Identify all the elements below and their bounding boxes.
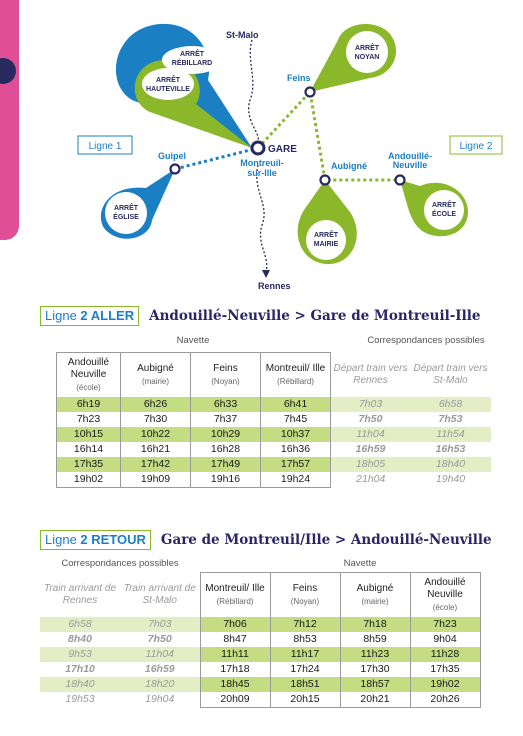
retour-header [40,530,492,550]
retour-navette-label: Navette [343,558,377,569]
aller-ligne-badge: Ligne 2 ALLER [40,306,139,326]
table-row [57,397,491,412]
time-cell: 11h11 [200,647,270,662]
time-cell: 7h50 [147,633,172,645]
aller-timetable [56,352,491,488]
table-row [40,632,480,647]
table-row [40,677,480,692]
time-cell: 11h04 [331,427,411,442]
time-cell: 16h28 [191,442,261,457]
label-montreuil-1: Montreuil- [240,158,284,168]
label-eglise-1: ARRÊT [113,205,139,212]
bubble-eglise [105,192,147,234]
time-cell: 16h59 [144,663,175,675]
time-cell: 19h40 [435,473,466,486]
label-ecole-1: ARRÊT [431,202,457,209]
time-cell: 7h23 [410,617,480,632]
aller-col-header [121,353,191,398]
label-montreuil-2: sur-Ille [247,168,277,178]
table-row [57,457,491,472]
time-cell: 7h06 [200,617,270,632]
aller-col-header [411,353,491,398]
arrow-rennes-icon [262,270,270,278]
retour-col-header [410,573,480,618]
retour-corr-label: Correspondances possibles [61,558,179,569]
time-cell: 7h30 [121,412,191,427]
time-cell: 7h03 [331,397,411,412]
bubble-hauteville [142,68,194,100]
time-cell: 9h53 [40,647,120,662]
time-cell: 17h49 [191,457,261,472]
time-cell: 17h42 [121,457,191,472]
time-cell: 6h58 [40,617,120,632]
time-cell: 16h14 [57,442,121,457]
retour-col-header [270,573,340,618]
time-cell: 20h26 [410,692,480,708]
time-cell: 20h15 [270,692,340,708]
retour-col-header [40,573,120,618]
time-cell: 20h09 [200,692,270,708]
retour-timetable [40,572,481,708]
aller-title: Andouillé-Neuville > Gare de Montreuil-Ille [149,308,481,324]
time-cell: 7h03 [120,617,200,632]
aller-col-header-name: Feins [213,362,238,374]
retour-title: Gare de Montreuil/Ille > Andouillé-Neuville [160,532,492,548]
time-cell: 7h23 [57,412,121,427]
retour-col-header-name: Train arrivant de St-Malo [123,582,196,606]
retour-col-header-sub: (Rébillard) [216,596,254,606]
aller-col-header [261,353,331,398]
time-cell: 19h02 [57,472,121,488]
time-cell: 18h05 [331,457,411,472]
time-cell: 11h28 [410,647,480,662]
aller-header [40,306,480,326]
time-cell: 21h04 [356,473,386,486]
time-cell: 6h58 [411,397,491,412]
time-cell: 6h41 [261,397,331,412]
aller-col-header-sub: (Noyan) [211,376,240,386]
time-cell: 17h18 [200,662,270,677]
time-cell: 7h50 [358,413,383,425]
aller-col-header-sub: (mairie) [141,376,170,386]
aller-col-header [331,353,411,398]
retour-table-body [40,573,480,708]
time-cell: 17h57 [261,457,331,472]
label-hauteville-2: HAUTEVILLE [146,86,190,93]
aller-corr-label: Correspondances possibles [367,335,485,346]
time-cell: 18h51 [270,677,340,692]
retour-col-header-sub: (mairie) [361,596,389,606]
time-cell: 17h30 [340,662,410,677]
station-gare [252,142,264,154]
time-cell: 8h59 [340,632,410,647]
time-cell: 16h59 [355,443,386,455]
retour-col-header-sub: (Noyan) [290,596,320,606]
table-row [57,442,491,457]
retour-col-header-name: Feins [292,582,318,594]
time-cell: 16h21 [121,442,191,457]
aller-col-header-sub: (école) [76,382,101,392]
time-cell: 11h17 [270,647,340,662]
time-cell: 7h45 [261,412,331,427]
retour-col-header [120,573,200,618]
label-mairie-2: MAIRIE [313,241,339,248]
aller-navette-label: Navette [176,335,210,346]
time-cell: 16h53 [435,443,466,455]
label-gare: GARE [268,144,297,155]
table-row [40,662,480,677]
time-cell: 17h35 [410,662,480,677]
time-cell: 18h40 [40,677,120,692]
retour-col-header-name: Montreuil/ Ille [205,582,265,594]
label-rebillard-2: RÉBILLARD [171,60,213,67]
label-andouille-1: Andouillé- [388,151,432,161]
time-cell: 18h57 [340,677,410,692]
retour-header-row [40,573,480,618]
time-cell: 16h36 [261,442,331,457]
aller-col-header-name: Montreuil/ Ille [265,362,326,374]
aller-col-header [191,353,261,398]
aller-col-header-name: Départ train vers Rennes [333,362,408,386]
time-cell: 10h22 [121,427,191,442]
network-map [0,0,523,290]
time-cell: 8h40 [68,633,92,645]
time-cell: 6h26 [121,397,191,412]
table-row [57,472,491,488]
aller-col-header [57,353,121,398]
time-cell: 7h53 [438,413,463,425]
time-cell: 6h19 [57,397,121,412]
station-aubigne [321,176,330,185]
time-cell: 11h04 [120,647,200,662]
time-cell: 8h47 [200,632,270,647]
label-hauteville-1: ARRÊT [155,77,181,84]
table-row [40,647,480,662]
retour-col-header-name: Train arrivant de Rennes [43,582,117,606]
label-noyan-2: NOYAN [354,54,380,61]
station-andouille [396,176,405,185]
aller-table-body [57,353,491,488]
label-st-malo: St-Malo [226,30,259,40]
rail-line-st-malo [249,40,259,140]
time-cell: 9h04 [410,632,480,647]
label-aubigne: Aubigné [331,161,367,171]
time-cell: 10h37 [261,427,331,442]
time-cell: 10h29 [191,427,261,442]
aller-header-row [57,353,491,398]
rail-line-rennes [257,165,267,272]
table-row [40,692,480,708]
time-cell: 18h45 [200,677,270,692]
aller-col-header-name: Aubigné [137,362,174,374]
time-cell: 7h37 [191,412,261,427]
label-ligne-2: Ligne 2 [459,141,493,152]
time-cell: 18h40 [411,457,491,472]
bubble-ecole [424,190,464,230]
time-cell: 19h16 [191,472,261,488]
aller-col-header-name: Départ train vers St-Malo [413,362,488,386]
time-cell: 11h54 [411,427,491,442]
time-cell: 19h24 [261,472,331,488]
time-cell: 6h33 [191,397,261,412]
retour-ligne-badge: Ligne 2 RETOUR [40,530,151,550]
time-cell: 7h18 [340,617,410,632]
time-cell: 19h09 [121,472,191,488]
table-row [40,617,480,632]
retour-col-header-name: Aubigné [356,582,394,594]
label-andouille-2: Neuville [392,160,428,170]
label-feins: Feins [287,73,311,83]
time-cell: 17h35 [57,457,121,472]
time-cell: 17h10 [65,663,95,675]
bubble-mairie [306,220,346,260]
time-cell: 19h53 [65,693,95,706]
label-eglise-2: ÉGLISE [113,214,139,221]
time-cell: 19h04 [145,693,175,706]
time-cell: 20h21 [340,692,410,708]
aller-col-header-name: Andouillé Neuville [67,356,110,380]
time-cell: 7h12 [270,617,340,632]
time-cell: 10h15 [57,427,121,442]
aller-col-header-sub: (Rébillard) [277,376,314,386]
label-guipel: Guipel [158,151,187,161]
label-noyan-1: ARRÊT [354,45,380,52]
retour-col-header [340,573,410,618]
label-rebillard-1: ARRÊT [179,51,205,58]
bubble-noyan [346,31,388,73]
retour-col-header-name: Andouillé Neuville [424,576,466,600]
time-cell: 18h20 [120,677,200,692]
retour-col-header-sub: (école) [432,602,458,612]
time-cell: 17h24 [270,662,340,677]
label-rennes: Rennes [258,281,291,290]
retour-col-header [200,573,270,618]
table-row [57,427,491,442]
time-cell: 8h53 [270,632,340,647]
label-ligne-1: Ligne 1 [88,141,122,152]
label-ecole-2: ÉCOLE [431,211,457,218]
time-cell: 11h23 [340,647,410,662]
table-row [57,412,491,427]
time-cell: 19h02 [410,677,480,692]
label-mairie-1: ARRÊT [313,232,339,239]
station-guipel [171,165,180,174]
station-feins [306,88,315,97]
